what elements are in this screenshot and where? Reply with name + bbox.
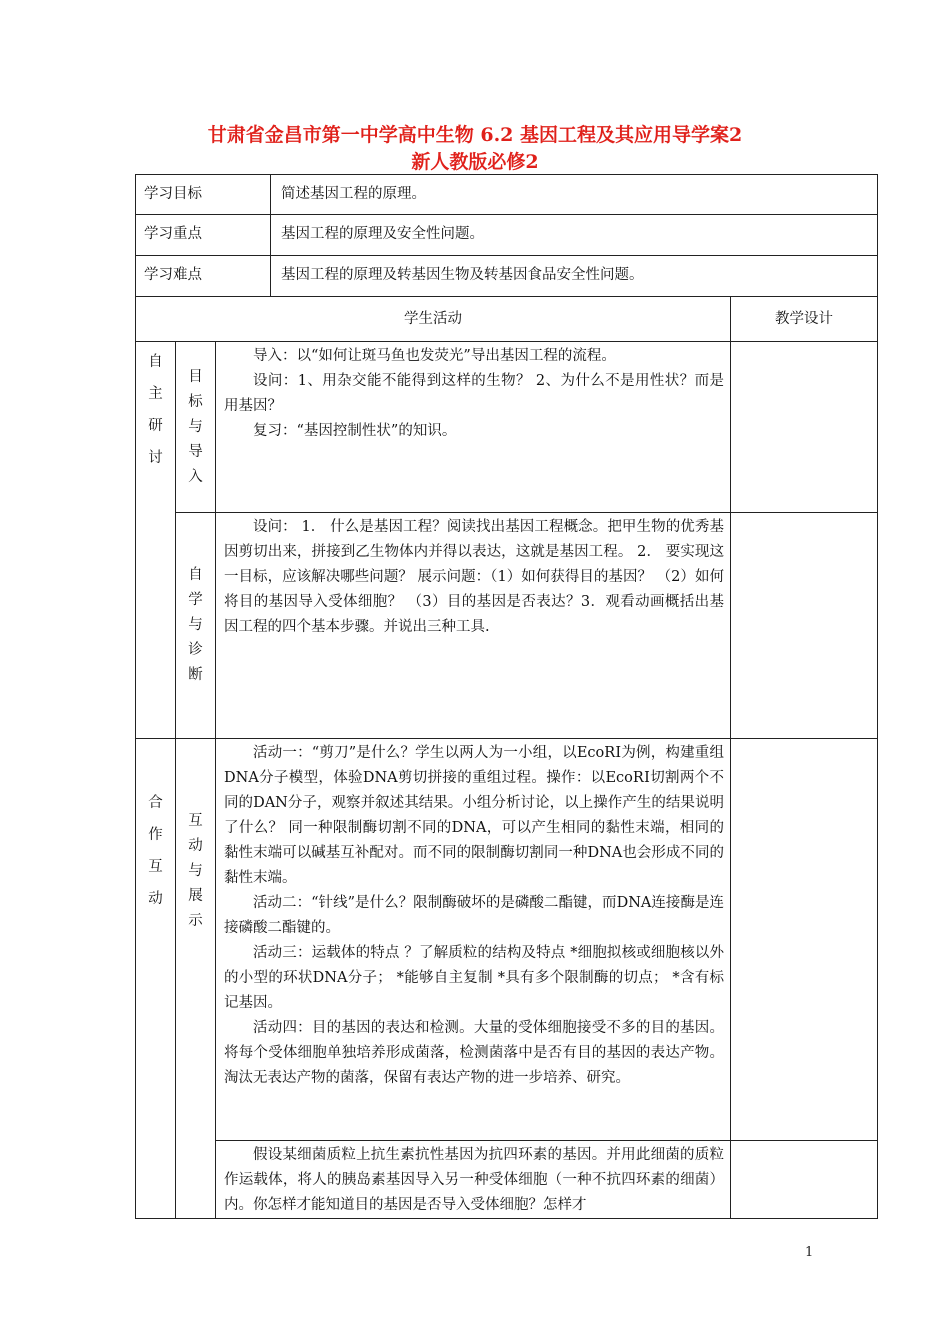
row-focus: [136, 215, 878, 256]
activity-one-paragraph: 活动一：“剪刀”是什么？学生以两人为一小组，以EcoRⅠ为例，构建重组DNA分子模型，体验DNA剪切拼接的重组过程。操作：以EcoRⅠ切割两个不同的DAN分子，观察并叙述其结果。小组分析讨论，以上操作产生的结果说明了什么？ 同一种限制酶切割不同的DNA，可以产生相同的黏性末端，相同的黏性末端可以碱基互补配对。而不同的限制酶切割同一种DNA也会形成不同的黏性末端。: [224, 745, 724, 886]
section1-label: 自主研讨: [136, 342, 176, 739]
row-section2-sub2: [136, 1141, 878, 1219]
activity-two-paragraph: 活动二：“针线”是什么？限制酶破坏的是磷酸二酯键，而DNA连接酶是连接磷酸二酯键的。: [224, 895, 724, 936]
difficulty-text: 基因工程的原理及转基因生物及转基因食品安全性问题。: [271, 256, 878, 297]
section2-sub2-content: [216, 1141, 731, 1219]
document-title-line1: 甘肃省金昌市第一中学高中生物 6.2 基因工程及其应用导学案2: [207, 124, 743, 146]
goal-label: 学习目标: [136, 175, 271, 215]
focus-label: 学习重点: [136, 215, 271, 256]
document-title-line2: 新人教版必修2: [411, 151, 539, 173]
section2-sub2-design: [731, 1141, 878, 1219]
difficulty-label: 学习难点: [136, 256, 271, 297]
focus-text: 基因工程的原理及安全性问题。: [271, 215, 878, 256]
section1-sub2-content: [216, 513, 731, 739]
hypothesis-paragraph: 假设某细菌质粒上抗生素抗性基因为抗四环素的基因。并用此细菌的质粒作运载体，将人的胰岛素基因导入另一种受体细胞（一种不抗四环素的细菌）内。你怎样才能知道目的基因是否导入受体细胞？怎样才: [224, 1147, 724, 1213]
row-goal: [136, 175, 878, 215]
self-study-paragraph: 设问： 1． 什么是基因工程？阅读找出基因工程概念。把甲生物的优秀基因剪切出来，拼接到乙生物体内并得以表达，这就是基因工程。 2． 要实现这一目标，应该解决哪些问题？ 展示问题：（1）如何获得目的基因？ （2）如何将目的基因导入受体细胞？ （3）目的基因是否表达？3．观看动画概括出基因工程的四个基本步骤。并说出三种工具.: [224, 519, 724, 635]
header-teaching-design: 教学设计: [731, 297, 878, 342]
lesson-plan-table: [135, 174, 878, 1219]
section1-sub2-design: [731, 513, 878, 739]
row-difficulty: [136, 256, 878, 297]
review-paragraph: 复习：“基因控制性状”的知识。: [253, 423, 457, 439]
section1-sub1-label: 目标与导入: [176, 342, 216, 513]
activity-four-paragraph: 活动四：目的基因的表达和检测。大量的受体细胞接受不多的目的基因。将每个受体细胞单独培养形成菌落，检测菌落中是否有目的基因的表达产物。淘汰无表达产物的菌落，保留有表达产物的进一步培养、研究。: [224, 1020, 724, 1086]
row-section1-sub1: [136, 342, 878, 513]
section2-label: 合作互动: [136, 739, 176, 1219]
row-header: [136, 297, 878, 342]
section1-sub2-label: 自学与诊断: [176, 513, 216, 739]
intro-paragraph: 导入：以“如何让斑马鱼也发荧光”导出基因工程的流程。: [253, 348, 616, 364]
row-section2-sub1: [136, 739, 878, 1141]
goal-text: 简述基因工程的原理。: [271, 175, 878, 215]
activity-three-paragraph: 活动三：运载体的特点 ？了解质粒的结构及特点 *细胞拟核或细胞核以外的小型的环状DNA分子； *能够自主复制 *具有多个限制酶的切点； *含有标记基因。: [224, 945, 724, 1011]
question-paragraph: 设问：1、用杂交能不能得到这样的生物？ 2、为什么不是用性状？而是用基因？: [224, 373, 724, 414]
section2-sub1-design: [731, 739, 878, 1141]
page-number: 1: [805, 1245, 814, 1260]
section2-sub1-content: [216, 739, 731, 1141]
section1-sub1-design: [731, 342, 878, 513]
section2-sub1-label: 互动与展示: [176, 739, 216, 1219]
row-section1-sub2: [136, 513, 878, 739]
section1-sub1-content: [216, 342, 731, 513]
header-student-activity: 学生活动: [136, 297, 731, 342]
